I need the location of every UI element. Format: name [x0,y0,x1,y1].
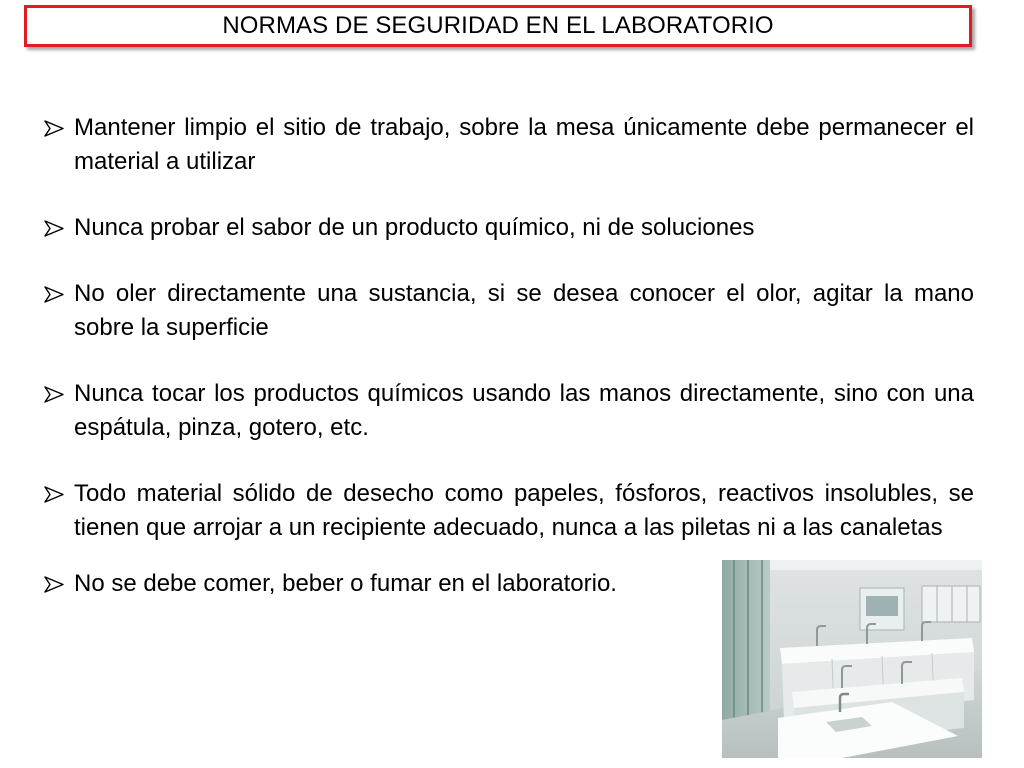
rule-text: Mantener limpio el sitio de trabajo, sobre la mesa únicamente debe permanecer el material a utilizar [74,114,974,175]
rule-text: Nunca tocar los productos químicos usando las manos directamente, sino con una espátula, pinza, gotero, etc. [74,380,974,441]
rule-text: Nunca probar el sabor de un producto químico, ni de soluciones [74,214,755,241]
rule-item [42,111,974,179]
rules-list [42,111,974,633]
arrowhead-bullet-icon [44,286,64,303]
laboratory-photo [722,560,982,758]
rule-text: No se debe comer, beber o fumar en el laboratorio. [74,570,617,597]
slide-title: NORMAS DE SEGURIDAD EN EL LABORATORIO [222,12,774,39]
rule-item [42,377,974,445]
arrowhead-bullet-icon [44,386,64,403]
rule-text: Todo material sólido de desecho como papeles, fósforos, reactivos insolubles, se tienen que arrojar a un recipiente adecuado, nunca a las piletas ni a las canaletas [74,480,974,541]
rule-text: No oler directamente una sustancia, si se desea conocer el olor, agitar la mano sobre la superficie [74,280,974,341]
arrowhead-bullet-icon [44,120,64,137]
rule-item [42,277,974,345]
slide-title-box [24,5,972,47]
arrowhead-bullet-icon [44,486,64,503]
arrowhead-bullet-icon [44,220,64,237]
rule-item [42,211,974,245]
rule-item [42,477,974,545]
arrowhead-bullet-icon [44,576,64,593]
